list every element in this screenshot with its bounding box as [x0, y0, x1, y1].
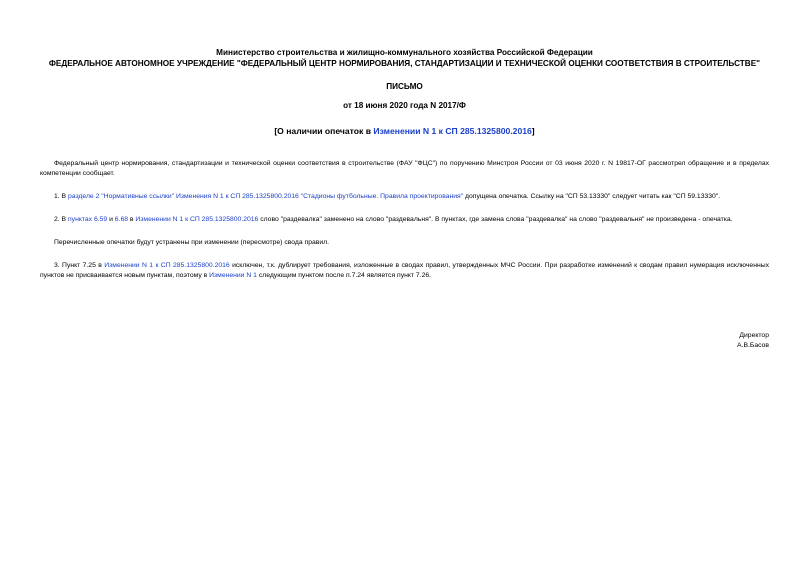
section-2-link[interactable]: разделе 2 "Нормативные ссылки" — [67, 193, 175, 200]
ministry-name: Министерство строительства и жилищно-коммунального хозяйства Российской Федерации — [216, 48, 593, 57]
clause-6-68-link[interactable]: 6.68 — [114, 216, 129, 223]
paragraph-note: Перечисленные опечатки будут устранены при изменении (пересмотре) свода правил. — [54, 239, 330, 246]
paragraph-item-1 — [40, 192, 769, 202]
signatory-position: Директор — [739, 332, 769, 339]
text: допущена опечатка. Ссылку на "СП 53.13330" следует читать как "СП 59.13330". — [463, 193, 721, 200]
document-header — [40, 0, 769, 69]
text: 1. В — [54, 193, 68, 200]
subject-prefix: [О наличии опечаток в — [274, 126, 374, 136]
amendment-link[interactable]: Изменении N 1 к СП 285.1325800.2016 — [135, 216, 259, 223]
subject-link[interactable]: Изменении N 1 к СП 285.1325800.2016 — [373, 126, 532, 136]
paragraph-item-3 — [40, 261, 769, 281]
document-date: от 18 июня 2020 года N 2017/Ф — [343, 101, 466, 110]
subject-suffix: ] — [531, 126, 535, 136]
signatory-name: А.В.Басов — [737, 342, 769, 349]
amendment-1-link[interactable]: Изменении N 1 — [209, 272, 257, 279]
document-body — [40, 159, 769, 281]
amendment-link[interactable]: Изменении N 1 к СП 285.1325800.2016 — [104, 262, 230, 269]
paragraph-item-2 — [40, 215, 769, 225]
text: исключен, т.к. дублирует требования, изложенные в сводах правил, утвержденных МЧС России. При разработке изменений к сводам правил нумерация исключенных пунктов не присваивается новым пунктам, поэтому в — [40, 262, 769, 279]
institution-name: ФЕДЕРАЛЬНОЕ АВТОНОМНОЕ УЧРЕЖДЕНИЕ "ФЕДЕРАЛЬНЫЙ ЦЕНТР НОРМИРОВАНИЯ, СТАНДАРТИЗАЦИИ И ТЕХНИЧЕСКОЙ ОЦЕНКИ СООТВЕТСТВИЯ В СТРОИТЕЛЬСТВЕ" — [48, 58, 761, 68]
document-type: ПИСЬМО — [386, 82, 423, 91]
signature-block — [737, 331, 769, 351]
text: и — [107, 216, 115, 223]
paragraph-intro: Федеральный центр нормирования, стандартизации и технической оценки соответствия в строительстве (ФАУ "ФЦС") по поручению Минстроя России от 03 июня 2020 г. N 19817-ОГ рассмотрел обращение и в пределах компетенции сообщает. — [40, 160, 769, 177]
text: слово "раздевалка" заменено на слово "раздевальня". В пунктах, где замена слова "раздевалка" на слово "раздевальня" не произведена - опечатка. — [258, 216, 733, 223]
document-subject — [40, 126, 769, 136]
clause-6-59-link[interactable]: пунктах 6.59 — [67, 216, 108, 223]
text: следующим пунктом после п.7.24 является пункт 7.26. — [256, 272, 432, 279]
text: 3. Пункт 7.25 в — [54, 262, 105, 269]
amendment-link[interactable]: Изменения N 1 к СП 285.1325800.2016 "Стадионы футбольные. Правила проектирования" — [176, 193, 464, 200]
text: 2. В — [54, 216, 68, 223]
text: в — [128, 216, 136, 223]
